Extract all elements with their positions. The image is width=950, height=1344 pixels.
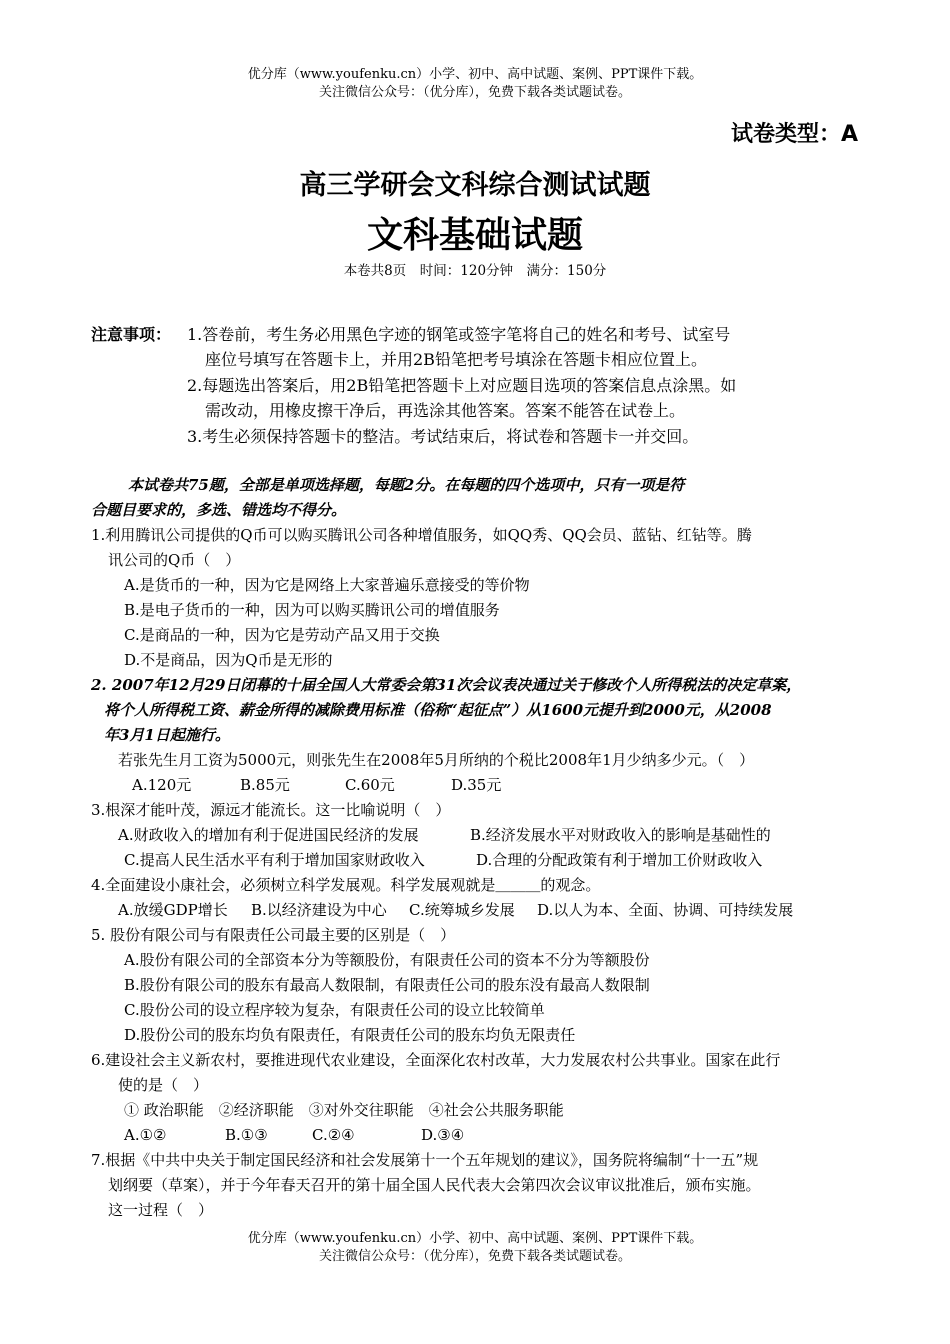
notice-item-2-cont: 需改动，用橡皮擦干净后，再选涂其他答案。答案不能答在试卷上。	[205, 401, 686, 420]
notice-item-3: 3.考生必须保持答题卡的整洁。考试结束后，将试卷和答题卡一并交回。	[187, 427, 699, 446]
q6-option-b: B.①③	[225, 1126, 268, 1144]
page-title: 高三学研会文科综合测试试题	[299, 170, 651, 201]
notice-item-2: 2.每题选出答案后，用2B铅笔把答题卡上对应题目选项的答案信息点涂黑。如	[187, 376, 737, 395]
q4-option-c: C.统筹城乡发展	[409, 901, 515, 919]
q3-option-c: C.提高人民生活水平有利于增加国家财政收入	[124, 851, 425, 869]
q1-option-d: D.不是商品，因为Q币是无形的	[124, 651, 333, 669]
q2-option-a: A.120元	[132, 776, 192, 794]
q2-lead: 2. 2007年12月29日闭幕的十届全国人大常委会第31次会议表决通过关于修改个人所得税法的决定草案，	[91, 676, 802, 694]
q7-stem-cont-1: 划纲要（草案），并于今年春天召开的第十届全国人民代表大会第四次会议审议批准后，颁布实施。	[108, 1176, 761, 1194]
q1-option-c: C.是商品的一种，因为它是劳动产品又用于交换	[124, 626, 440, 644]
notice-item-1-cont: 座位号填写在答题卡上，并用2B铅笔把考号填涂在答题卡相应位置上。	[205, 350, 707, 369]
paper-type: 试卷类型：A	[730, 122, 858, 147]
q5-option-d: D.股份公司的股东均负有限责任，有限责任公司的股东均负无限责任	[124, 1026, 576, 1044]
q4-stem: 4.全面建设小康社会，必须树立科学发展观。科学发展观就是＿＿＿的观念。	[91, 876, 601, 894]
notice-item-1: 1.答卷前，考生务必用黑色字迹的钢笔或签字笔将自己的姓名和考号、试室号	[187, 325, 731, 344]
q2-lead-cont-2: 年3月1日起施行。	[104, 726, 230, 744]
q1-option-b: B.是电子货币的一种，因为可以购买腾讯公司的增值服务	[124, 601, 500, 619]
q7-stem: 7.根据《中共中央关于制定国民经济和社会发展第十一个五年规划的建议》，国务院将编制“十一五”规	[91, 1151, 759, 1169]
q4-option-b: B.以经济建设为中心	[251, 901, 387, 919]
q5-option-a: A.股份有限公司的全部资本分为等额股份，有限责任公司的资本不分为等额股份	[124, 951, 650, 969]
notice-label: 注意事项：	[91, 325, 172, 344]
q6-stem-cont: 使的是（ ）	[118, 1076, 209, 1094]
q6-option-a: A.①②	[124, 1126, 167, 1144]
q1-stem-cont: 讯公司的Q币（ ）	[108, 551, 241, 569]
header-line-1: 优分库（www.youfenku.cn）小学、初中、高中试题、案例、PPT课件下载。	[247, 67, 703, 82]
q3-option-a: A.财政收入的增加有利于促进国民经济的发展	[118, 826, 419, 844]
q6-option-d: D.③④	[421, 1126, 465, 1144]
header-line-2: 关注微信公众号：（优分库），免费下载各类试题试卷。	[318, 85, 631, 100]
exam-meta: 本卷共8页 时间：120分钟 满分：150分	[343, 263, 607, 279]
q3-option-d: D.合理的分配政策有利于增加工价财政收入	[476, 851, 763, 869]
q2-lead-cont-1: 将个人所得税工资、薪金所得的减除费用标准（俗称“起征点”）从1600元提升到2000元，从2008	[104, 701, 772, 719]
page-subtitle: 文科基础试题	[366, 215, 583, 256]
q1-stem: 1.利用腾讯公司提供的Q币可以购买腾讯公司各种增值服务，如QQ秀、QQ会员、蓝钻、红钻等。腾	[91, 526, 752, 544]
q2-option-c: C.60元	[345, 776, 395, 794]
q6-stem: 6.建设社会主义新农村，要推进现代农业建设，全面深化农村改革，大力发展农村公共事业。国家在此行	[91, 1051, 781, 1069]
instructions-line-2: 合题目要求的，多选、错选均不得分。	[91, 501, 347, 519]
q4-option-d: D.以人为本、全面、协调、可持续发展	[537, 901, 794, 919]
q7-stem-cont-2: 这一过程（ ）	[108, 1201, 214, 1219]
q2-question: 若张先生月工资为5000元，则张先生在2008年5月所纳的个税比2008年1月少纳多少元。（ ）	[118, 751, 755, 769]
q3-stem: 3.根深才能叶茂，源远才能流长。这一比喻说明（ ）	[91, 801, 451, 819]
q2-option-d: D.35元	[451, 776, 502, 794]
footer-line-2: 关注微信公众号：（优分库），免费下载各类试题试卷。	[318, 1249, 631, 1264]
q5-option-b: B.股份有限公司的股东有最高人数限制，有限责任公司的股东没有最高人数限制	[124, 976, 650, 994]
q2-option-b: B.85元	[240, 776, 290, 794]
q6-numbered-options: ① 政治职能 ②经济职能 ③对外交往职能 ④社会公共服务职能	[124, 1101, 564, 1119]
q5-option-c: C.股份公司的设立程序较为复杂，有限责任公司的设立比较简单	[124, 1001, 545, 1019]
q5-stem: 5. 股份有限公司与有限责任公司最主要的区别是（ ）	[91, 926, 456, 944]
q3-option-b: B.经济发展水平对财政收入的影响是基础性的	[470, 826, 771, 844]
q1-option-a: A.是货币的一种，因为它是网络上大家普遍乐意接受的等价物	[124, 576, 530, 594]
instructions-line-1: 本试卷共75题，全部是单项选择题，每题2分。在每题的四个选项中，只有一项是符	[128, 476, 685, 494]
footer-line-1: 优分库（www.youfenku.cn）小学、初中、高中试题、案例、PPT课件下载。	[247, 1231, 703, 1246]
q6-option-c: C.②④	[312, 1126, 355, 1144]
q4-option-a: A.放缓GDP增长	[118, 901, 228, 919]
